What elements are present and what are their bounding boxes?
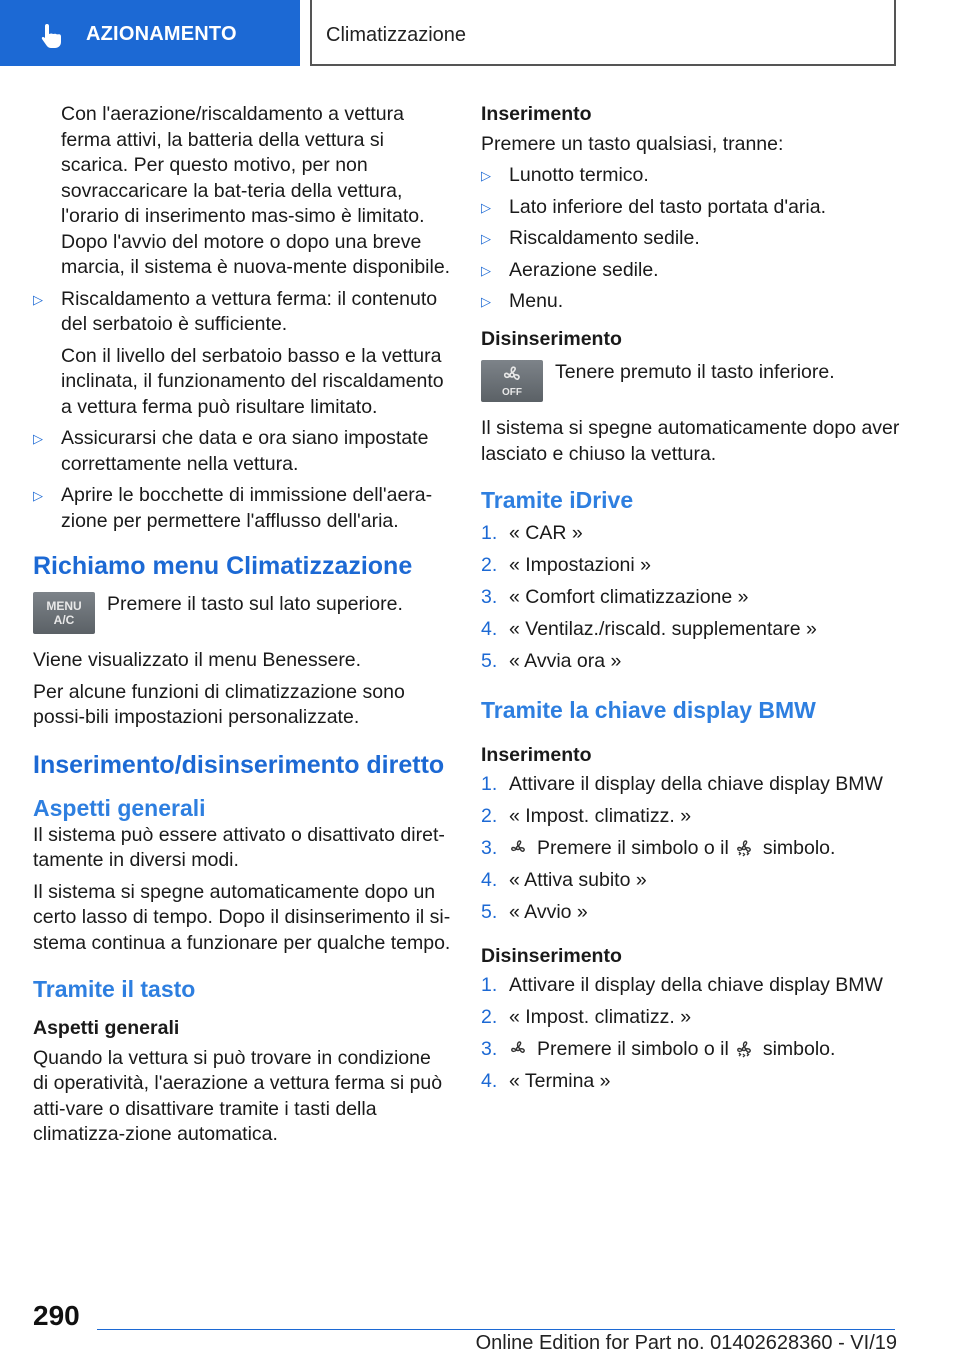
list-item: 4. « Attiva subito » [481, 869, 647, 891]
list-item: 3. Premere il simbolo o il simbolo. [481, 1038, 836, 1060]
list-item: 1. Attivare il display della chiave display BMW [481, 974, 883, 996]
triangle-bullet-icon: ▷ [33, 431, 43, 446]
triangle-bullet-icon: ▷ [33, 488, 43, 503]
list-item: 3. « Comfort climatizzazione » [481, 586, 749, 608]
section-label: AZIONAMENTO [86, 23, 237, 45]
bullet-text: Assicurarsi che data e ora siano impostate correttamente nella vettura. [61, 427, 429, 475]
list-item: 1. « CAR » [481, 522, 583, 544]
list-item: 3. Premere il simbolo o il simbolo. [481, 837, 836, 859]
list-item [33, 426, 451, 477]
menu-button-row [33, 592, 451, 640]
triangle-bullet-icon: ▷ [481, 262, 491, 278]
list-item: ▷ Menu. [481, 289, 901, 315]
button-paragraph: Quando la vettura si può trovare in condizione di operatività, l'aerazione a vettura ferma si può atti-vare o disattivare tramite i tasti della climatizza-zione automatica. [33, 1046, 443, 1145]
menu-paragraph-1: Viene visualizzato il menu Benessere. [33, 649, 362, 671]
right-column [481, 102, 901, 1101]
triangle-bullet-icon: ▷ [481, 231, 491, 246]
triangle-bullet-icon: ▷ [481, 294, 491, 309]
heading-general: Aspetti generali [33, 794, 206, 821]
fan-heat-icon [735, 1040, 753, 1058]
triangle-bullet-icon: ▷ [481, 168, 491, 183]
list-item [33, 483, 451, 534]
list-item: 4. « Ventilaz./riscald. supplementare » [481, 618, 817, 640]
list-item [33, 287, 451, 421]
list-item: 2. « Impostazioni » [481, 554, 651, 576]
on-title: Inserimento [481, 103, 592, 125]
list-item: 1. Attivare il display della chiave display BMW [481, 773, 883, 795]
list-item: ▷ Riscaldamento sedile. [481, 226, 901, 252]
list-item: 4. « Termina » [481, 1070, 611, 1092]
menu-ac-button-icon: MENU A/C [33, 592, 95, 634]
button-subheading: Aspetti generali [33, 1017, 180, 1039]
fan-icon [509, 1040, 527, 1058]
fan-icon [509, 839, 527, 857]
heading-menu: Richiamo menu Climatizzazione [33, 552, 413, 580]
off-title: Disinserimento [481, 327, 622, 350]
off-button-row [481, 360, 901, 408]
edition-footer: Online Edition for Part no. 01402628360 - VI/19 [475, 1332, 897, 1354]
heading-idrive: Tramite iDrive [481, 487, 634, 513]
general-paragraph-2: Il sistema si spegne automaticamente dopo un certo lasso di tempo. Dopo il disinserimento il si-stema continua a funzionare per qualche tempo. [33, 880, 451, 954]
fan-off-button-icon: OFF [481, 360, 543, 402]
bullet-text: Aprire le bocchette di immissione dell'aera-zione per permettere l'afflusso dell'aria. [61, 484, 433, 532]
heading-direct: Inserimento/disinserimento diretto [33, 750, 445, 779]
intro-paragraph: Con l'aerazione/riscaldamento a vettura ferma attivi, la batteria della vettura si scarica. Per questo motivo, per non sovraccaricare la bat-teria della vettura, l'orario di inserimento mas-simo è limitato. Dopo l'avvio del motore o dopo una breve marcia, il sistema è nuova-mente disponibile. [61, 103, 451, 278]
general-paragraph-1: Il sistema può essere attivato o disattivato diret-tamente in diversi modi. [33, 823, 445, 871]
key-off-title: Disinserimento [481, 944, 622, 967]
menu-paragraph-2: Per alcune funzioni di climatizzazione sono possi-bili impostazioni personalizzate. [33, 680, 405, 728]
list-item: 2. « Impost. climatizz. » [481, 1006, 692, 1028]
list-item: 5. « Avvia ora » [481, 650, 622, 672]
page-number: 290 [33, 1300, 80, 1331]
bullet-text: Riscaldamento a vettura ferma: il contenuto del serbatoio è sufficiente. [61, 287, 438, 335]
fan-heat-icon [735, 839, 753, 857]
chapter-box [310, 0, 896, 66]
triangle-bullet-icon: ▷ [481, 199, 491, 215]
bullet-subtext: Con il livello del serbatoio basso e la vettura inclinata, il funzionamento del riscaldamento a vettura ferma può risultare limitato. [61, 344, 444, 418]
menu-button-text: Premere il tasto sul lato superiore. [107, 593, 403, 615]
list-item: ▷ Aerazione sedile. [481, 258, 901, 284]
list-item: 5. « Avvio » [481, 901, 588, 923]
off-paragraph: Il sistema si spegne automaticamente dopo aver lasciato e chiuso la vettura. [481, 417, 900, 465]
list-item: ▷ Lunotto termico. [481, 163, 901, 189]
list-item: ▷ Lato inferiore del tasto portata d'aria. [481, 195, 901, 221]
on-paragraph: Premere un tasto qualsiasi, tranne: [481, 132, 784, 155]
hand-pointer-icon [38, 22, 66, 50]
heading-button: Tramite il tasto [33, 976, 196, 1002]
off-button-text: Tenere premuto il tasto inferiore. [555, 361, 835, 383]
page-header [0, 0, 960, 66]
section-tab [0, 0, 300, 66]
list-item: 2. « Impost. climatizz. » [481, 805, 692, 827]
left-column [33, 102, 451, 1154]
key-on-title: Inserimento [481, 743, 592, 766]
footer-divider [97, 1329, 895, 1330]
chapter-label: Climatizzazione [326, 24, 467, 46]
triangle-bullet-icon: ▷ [33, 291, 43, 307]
heading-key: Tramite la chiave display BMW [481, 696, 816, 723]
